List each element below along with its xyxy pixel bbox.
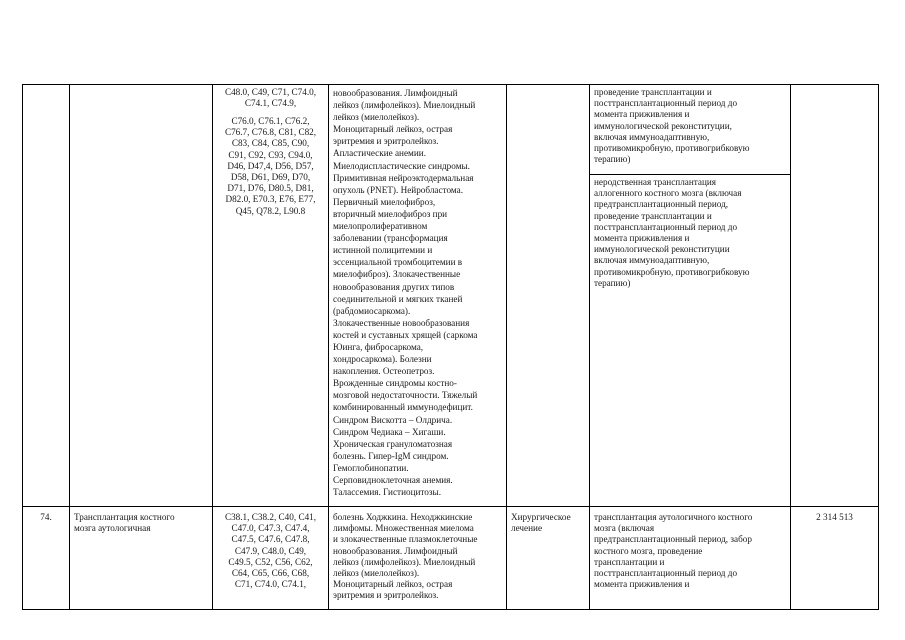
- cost-cell: 2 314 513: [816, 512, 853, 522]
- row-number: 74.: [40, 512, 52, 522]
- col-border-5: [589, 84, 590, 610]
- disease-list-cell: новообразования. Лимфоидный лейкоз (лимфолейкоз). Миелоидный лейкоз (миелолейкоз). Моноцитарный лейкоз, острая эритремия и эритролейкоз. Апластические анемии. Миелодиспластические синдромы. Примитивная нейроэктодермальная опухоль (PNET). Нейробластома. Первичный миелофиброз, вторичный миелофиброз при миелопролиферативном заболевании (трансформация истинной полицитемии и эссенциальной тромбоцитемии в миелофиброз). Злокачественные новообразования других типов соединительной и мягких тканей (рабдомиосаркома). Злокачественные новообразования костей и суставных хрящей (саркома Юинга, фибросаркома, хондросаркома). Болезни накопления. Остеопетроз. Врожденные синдромы костно- мозговой недостаточности. Тяжелый комбинированный иммунодефицит. Синдром Вискотта – Олдрича. Синдром Чедиака – Хигаши. Хроническая грануломатозная болезнь. Гипер-IgM синдром. Гемоглобинопатии. Серповидноклеточная анемия. Талассемия. Гистиоцитозы.: [333, 88, 478, 498]
- mkb-codes-cell: C76.0, C76.1, C76.2, C76.7, C76.8, C81, C82, C83, C84, C85, C90, C91, C92, C93, C94.0, D46, D47,4, D56, D57, D58, D61, D69, D70, D71, D76, D80.5, D81, D82.0, E70.3, E76, E77, Q45, Q78.2, L90.8: [224, 116, 317, 216]
- treatment-method-cell: неродственная трансплантация аллогенного костного мозга (включая предтрансплантационный период, проведение трансплантации и посттрансплантационный период до момента приживления и иммунологической реконституции включая иммуноадаптивную, противомикробную, противогрибковую терапию): [594, 177, 750, 288]
- col-border-0: [22, 84, 23, 610]
- row-separator: [22, 506, 878, 507]
- col-border-1: [69, 84, 70, 610]
- treatment-method-cell: трансплантация аутологичного костного мозга (включая предтрансплантационный период, забор костного мозга, проведение трансплантации и посттрансплантационный период до момента приживления и: [594, 512, 753, 590]
- treatment-type-cell: Хирургическое лечение: [511, 512, 571, 534]
- treatment-method-cell: проведение трансплантации и посттрансплантационный период до момента приживления и иммунологической реконституции, включая иммуноадаптивную, противомикробную, противогрибковую терапию): [594, 87, 750, 165]
- disease-list-cell: болезнь Ходжкина. Неходжкинские лимфомы. Множественная миелома и злокачественные плазмоклеточные новообразования. Лимфоидный лейкоз (лимфолейкоз). Миелоидный лейкоз (миелолейкоз). Моноцитарный лейкоз, острая эритремия и эритролейкоз.: [333, 512, 478, 601]
- col-border-6: [790, 84, 791, 610]
- table-top-border: [22, 84, 878, 85]
- col-border-3: [328, 84, 329, 610]
- mkb-codes-cell: C48.0, C49, C71, C74.0, C74.1, C74.9,: [224, 87, 317, 109]
- col-border-7: [878, 84, 879, 610]
- col-border-4: [506, 84, 507, 610]
- service-name-cell: Трансплантация костного мозга аутологичная: [74, 512, 175, 534]
- method-split-line: [589, 174, 790, 175]
- mkb-codes-cell: C38.1, C38.2, C40, C41, C47.0, C47.3, C47.4, C47.5, C47.6, C47.8, C47.9, C48.0, C49, C49.5, C52, C56, C62, C64, C65, C66, C68, C71, C74.0, C74.1,: [224, 512, 317, 590]
- table-bottom-border: [22, 609, 878, 610]
